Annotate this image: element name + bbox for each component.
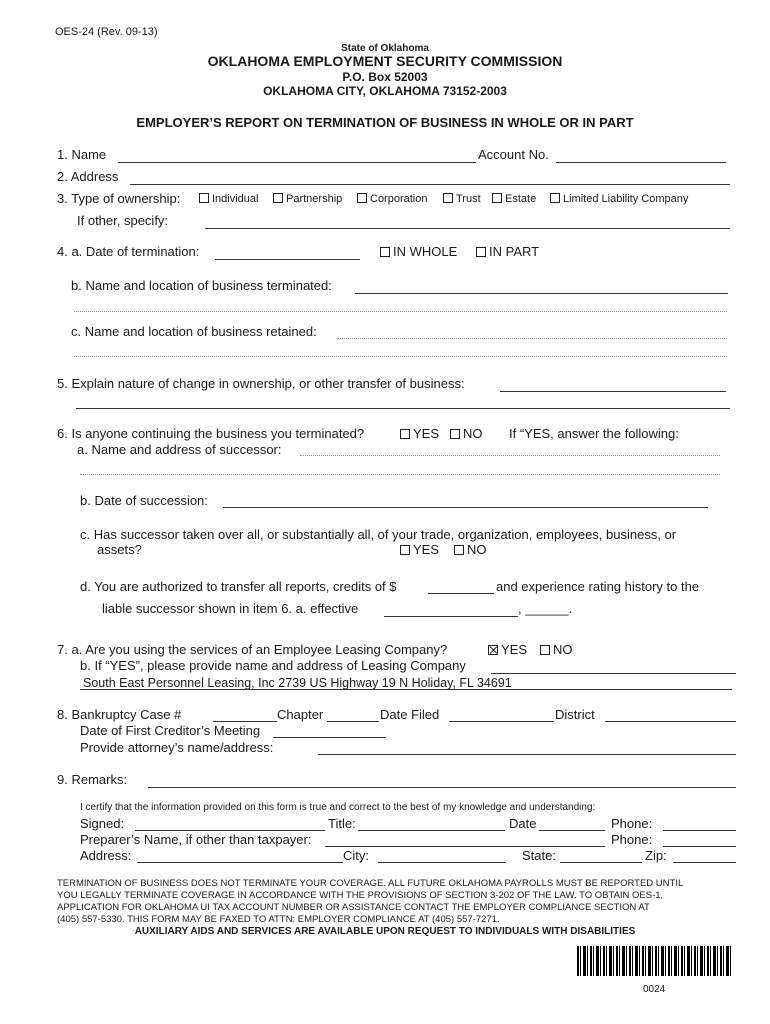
succession-date-label: b. Date of succession: <box>80 493 208 508</box>
change-ownership-label: 5. Explain nature of change in ownership, or other transfer of business: <box>57 376 465 391</box>
ownership-option-estate[interactable]: Estate <box>492 193 536 205</box>
ownership-label: 3. Type of ownership: <box>57 191 181 206</box>
certification-statement: I certify that the information provided on this form is true and correct to the best of my knowledge and understanding: <box>80 802 596 813</box>
effective-date-field[interactable] <box>384 616 518 617</box>
attorney-field[interactable] <box>318 754 736 755</box>
change-ownership-field[interactable] <box>500 391 726 392</box>
checkbox-icon[interactable] <box>357 193 367 203</box>
continuing-yes-option[interactable]: YES <box>400 426 439 441</box>
barcode-number: 0024 <box>643 984 666 995</box>
phone-label: Phone: <box>611 816 653 831</box>
account-field[interactable] <box>556 162 726 163</box>
takeover-yes-option[interactable]: YES <box>400 542 439 557</box>
checkbox-icon[interactable] <box>199 193 209 203</box>
cert-city-label: City: <box>343 848 369 863</box>
signed-label: Signed: <box>80 816 125 831</box>
cert-date-field[interactable] <box>539 830 605 831</box>
termination-date-field[interactable] <box>215 259 360 260</box>
checkbox-icon[interactable] <box>400 429 410 439</box>
cert-zip-field[interactable] <box>673 862 736 863</box>
ownership-option-llc[interactable]: Limited Liability Company <box>550 193 688 205</box>
preparer-phone-label: Phone: <box>611 832 653 847</box>
footer-notice-line-3: APPLICATION FOR OKLAHOMA UI TAX ACCOUNT NUMBER OR ASSISTANCE CONTACT THE EMPLOYER COMPLIANCE SECTION AT <box>57 902 650 913</box>
cert-state-field[interactable] <box>560 862 642 863</box>
ownership-option-corporation[interactable]: Corporation <box>357 193 427 205</box>
date-filed-field[interactable] <box>449 721 554 722</box>
chapter-field[interactable] <box>327 721 379 722</box>
cert-zip-label: Zip: <box>645 848 667 863</box>
liable-successor-label: liable successor shown in item 6. a. effective <box>102 601 359 616</box>
other-specify-field[interactable] <box>205 228 730 229</box>
cert-state-label: State: <box>522 848 556 863</box>
bankruptcy-case-field[interactable] <box>213 721 277 722</box>
cert-date-label: Date <box>509 816 537 831</box>
checkbox-icon[interactable] <box>540 645 550 655</box>
leasing-details-field[interactable] <box>491 673 736 674</box>
preparer-phone-field[interactable] <box>663 846 736 847</box>
phone-field[interactable] <box>663 830 736 831</box>
checkbox-icon[interactable] <box>492 193 502 203</box>
leasing-details-label: b. If “YES”, please provide name and address of Leasing Company <box>80 658 466 673</box>
leasing-company-answer[interactable]: South East Personnel Leasing, Inc 2739 US Highway 19 N Holiday, FL 34691 <box>83 676 512 690</box>
address-field[interactable] <box>130 184 730 185</box>
state-label: State of Oklahoma <box>341 43 429 54</box>
leasing-no-option[interactable]: NO <box>540 642 573 657</box>
creditors-meeting-label: Date of First Creditor’s Meeting <box>80 723 261 738</box>
signature-field[interactable] <box>135 830 325 831</box>
takeover-no-option[interactable]: NO <box>454 542 487 557</box>
name-field[interactable] <box>118 162 476 163</box>
termination-date-label: 4. a. Date of termination: <box>57 244 200 259</box>
preparer-field[interactable] <box>325 846 605 847</box>
bankruptcy-case-label: 8. Bankruptcy Case # <box>57 707 182 722</box>
ownership-option-individual[interactable]: Individual <box>199 193 258 205</box>
form-id: OES-24 (Rev. 09-13) <box>55 26 158 38</box>
other-specify-label: If other, specify: <box>77 213 169 228</box>
checkbox-icon[interactable] <box>273 193 283 203</box>
title-field[interactable] <box>358 830 505 831</box>
credits-amount-field[interactable] <box>428 593 494 594</box>
city-address: OKLAHOMA CITY, OKLAHOMA 73152-2003 <box>263 84 507 98</box>
po-box: P.O. Box 52003 <box>342 70 428 84</box>
preparer-label: Preparer’s Name, if other than taxpayer: <box>80 832 312 847</box>
business-terminated-field[interactable] <box>355 293 728 294</box>
leasing-company-answer-line <box>80 689 732 690</box>
checkbox-icon[interactable] <box>380 247 390 257</box>
attorney-label: Provide attorney’s name/address: <box>80 740 274 755</box>
chapter-label: Chapter <box>277 707 324 722</box>
page-title: EMPLOYER’S REPORT ON TERMINATION OF BUSINESS IN WHOLE OR IN PART <box>136 115 634 130</box>
effective-year-label: , ______. <box>518 601 573 616</box>
business-terminated-label: b. Name and location of business terminated: <box>71 278 332 293</box>
title-label: Title: <box>328 816 356 831</box>
cert-city-field[interactable] <box>378 862 506 863</box>
ownership-option-partnership[interactable]: Partnership <box>273 193 342 205</box>
business-retained-label: c. Name and location of business retained: <box>71 324 317 339</box>
footer-notice-line-4: (405) 557-5330. THIS FORM MAY BE FAXED TO ATTN: EMPLOYER COMPLIANCE AT (405) 557-7271. <box>57 914 500 925</box>
successor-takeover-label-2: assets? <box>97 542 142 557</box>
cert-address-field[interactable] <box>137 862 343 863</box>
transfer-authorization-label: d. You are authorized to transfer all reports, credits of $ <box>80 579 397 594</box>
checkbox-icon[interactable] <box>550 193 560 203</box>
in-whole-option[interactable]: IN WHOLE <box>380 244 457 259</box>
checkbox-icon[interactable] <box>454 545 464 555</box>
successor-name-label: a. Name and address of successor: <box>77 442 282 457</box>
name-label: 1. Name <box>57 147 107 162</box>
account-label: Account No. <box>478 147 549 162</box>
footer-notice-line-2: YOU LEGALLY TERMINATE COVERAGE IN ACCORDANCE WITH THE PROVISIONS OF SECTION 3-202 OF THE LAW. TO OBTAIN OES-1, <box>57 890 664 901</box>
in-part-option[interactable]: IN PART <box>476 244 539 259</box>
cert-address-label: Address: <box>80 848 132 863</box>
continuing-no-option[interactable]: NO <box>450 426 483 441</box>
checked-checkbox-icon[interactable] <box>488 645 498 655</box>
checkbox-icon[interactable] <box>476 247 486 257</box>
district-label: District <box>555 707 595 722</box>
successor-takeover-label: c. Has successor taken over all, or substantially all, of your trade, organization, employees, business, or <box>80 527 677 542</box>
business-retained-field[interactable] <box>337 338 727 339</box>
successor-name-field[interactable] <box>300 455 720 456</box>
business-terminated-field-2[interactable] <box>74 311 727 312</box>
successor-name-field-2[interactable] <box>80 474 720 475</box>
checkbox-icon[interactable] <box>450 429 460 439</box>
business-retained-field-2[interactable] <box>74 356 727 357</box>
ownership-option-trust[interactable]: Trust <box>443 193 481 205</box>
address-label: 2. Address <box>57 169 119 184</box>
checkbox-icon[interactable] <box>400 545 410 555</box>
creditors-meeting-field[interactable] <box>273 737 386 738</box>
if-yes-instruction: If “YES, answer the following: <box>509 426 679 441</box>
transfer-authorization-mid: and experience rating history to the <box>496 579 700 594</box>
auxiliary-aids-notice: AUXILIARY AIDS AND SERVICES ARE AVAILABLE UPON REQUEST TO INDIVIDUALS WITH DISABILITIES <box>134 926 636 937</box>
leasing-yes-option[interactable]: YES <box>488 642 527 657</box>
remarks-label: 9. Remarks: <box>57 772 128 787</box>
continuing-business-label: 6. Is anyone continuing the business you terminated? <box>57 426 365 441</box>
agency-name: OKLAHOMA EMPLOYMENT SECURITY COMMISSION <box>207 53 563 69</box>
succession-date-field[interactable] <box>223 507 708 508</box>
change-ownership-field-2[interactable] <box>76 408 730 409</box>
remarks-field[interactable] <box>148 787 736 788</box>
barcode-image <box>577 946 733 976</box>
district-field[interactable] <box>605 721 736 722</box>
footer-notice-line-1: TERMINATION OF BUSINESS DOES NOT TERMINATE YOUR COVERAGE. ALL FUTURE OKLAHOMA PAYROLLS MUST BE REPORTED UNTIL <box>57 878 684 889</box>
leasing-company-label: 7. a. Are you using the services of an Employee Leasing Company? <box>57 642 448 657</box>
checkbox-icon[interactable] <box>443 193 453 203</box>
date-filed-label: Date Filed <box>380 707 440 722</box>
